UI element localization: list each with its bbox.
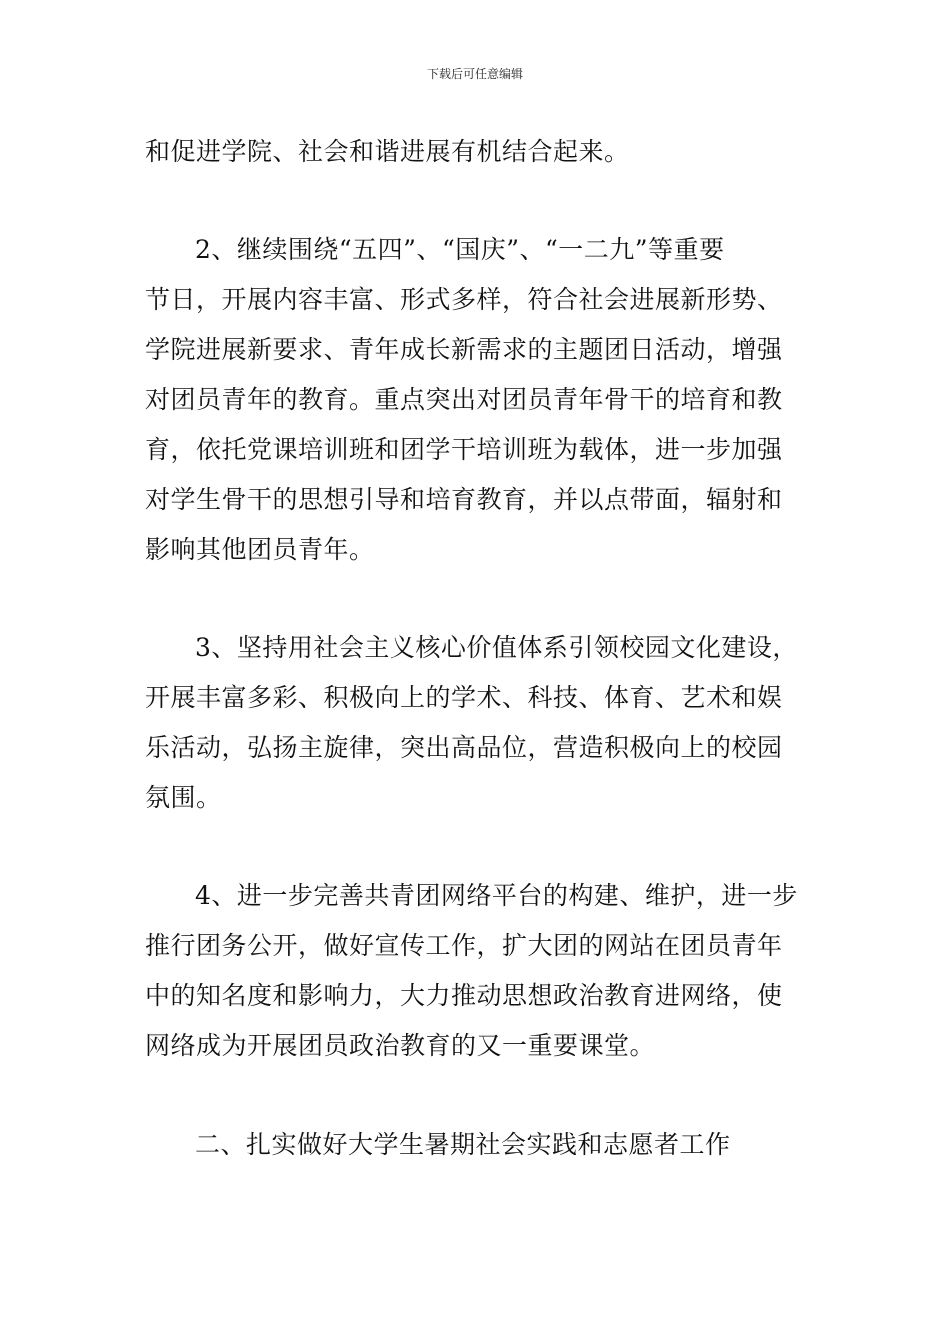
text-line: 推行团务公开，做好宣传工作，扩大团的网站在团员青年 [145, 931, 783, 960]
paragraph [145, 225, 810, 575]
text-line: 2、继续围绕“五四”、“国庆”、“一二九”等重要 [195, 235, 725, 264]
paragraph [145, 871, 810, 1071]
section-heading [145, 1120, 810, 1170]
text-line: 二、扎实做好大学生暑期社会实践和志愿者工作 [195, 1130, 731, 1159]
text-line: 和促进学院、社会和谐进展有机结合起来。 [145, 137, 630, 166]
text-line: 氛围。 [145, 783, 222, 812]
paragraph-item-2 [145, 225, 810, 575]
text-line: 节日，开展内容丰富、形式多样，符合社会进展新形势、 [145, 285, 783, 314]
text-line: 育，依托党课培训班和团学干培训班为载体，进一步加强 [145, 435, 783, 464]
text-line: 中的知名度和影响力，大力推动思想政治教育进网络，使 [145, 981, 783, 1010]
text-line: 影响其他团员青年。 [145, 535, 375, 564]
text-line: 3、坚持用社会主义核心价值体系引领校园文化建设， [195, 633, 798, 662]
text-line: 对学生骨干的思想引导和培育教育，并以点带面，辐射和 [145, 485, 783, 514]
paragraph [145, 1120, 810, 1170]
text-line: 乐活动，弘扬主旋律，突出高品位，营造积极向上的校园 [145, 733, 783, 762]
text-line: 学院进展新要求、青年成长新需求的主题团日活动，增强 [145, 335, 783, 364]
paragraph [145, 623, 810, 823]
paragraph-item-3 [145, 623, 810, 823]
text-line: 对团员青年的教育。重点突出对团员青年骨干的培育和教 [145, 385, 783, 414]
page-header: 下载后可任意编辑 [426, 67, 523, 81]
paragraph-continuation [145, 127, 810, 177]
paragraph-item-4 [145, 871, 810, 1071]
text-line: 4、进一步完善共青团网络平台的构建、维护，进一步 [195, 881, 798, 910]
text-line: 网络成为开展团员政治教育的又一重要课堂。 [145, 1031, 656, 1060]
text-line: 开展丰富多彩、积极向上的学术、科技、体育、艺术和娱 [145, 683, 783, 712]
paragraph [145, 127, 810, 177]
